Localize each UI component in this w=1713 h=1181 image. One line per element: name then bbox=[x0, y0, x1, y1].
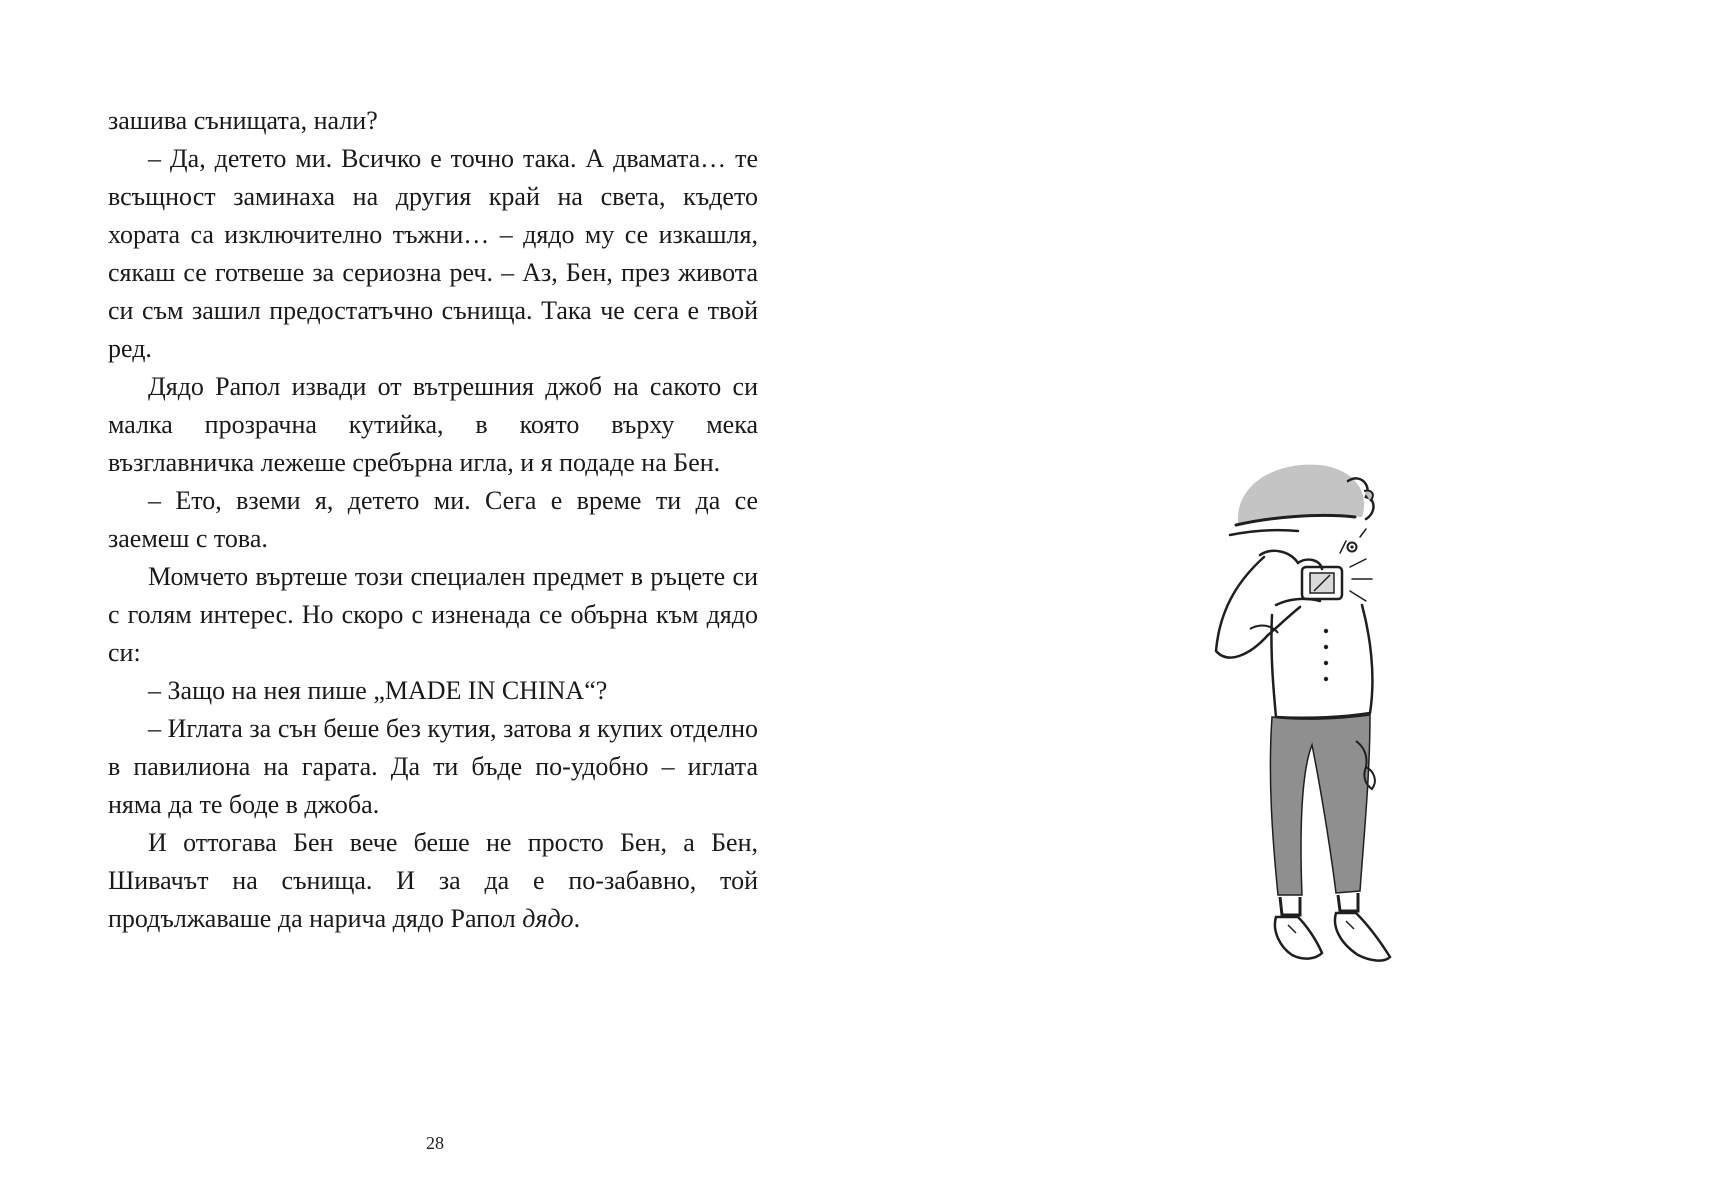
face-line bbox=[1230, 530, 1298, 535]
paragraph-8-text: И оттогава Бен вече беше не просто Бен, а Бен, Шивачът на сънища. И за да е по-забавно, той продължаваше да нарича дядо Рапол bbox=[108, 828, 758, 933]
paragraph-8 bbox=[108, 824, 758, 938]
paragraph-7: – Иглата за сън беше без кутия, затова я купих отделно в павилиона на гарата. Да ти бъде по-удобно – иглата няма да те боде в джоба. bbox=[108, 714, 758, 819]
sparkle-lines bbox=[1340, 529, 1372, 601]
shirt-button bbox=[1324, 629, 1328, 633]
shoe-right bbox=[1335, 913, 1390, 961]
page-number: 28 bbox=[426, 1133, 444, 1153]
shirt-button bbox=[1324, 645, 1328, 649]
shirt-button bbox=[1324, 677, 1328, 681]
sock-right bbox=[1338, 893, 1358, 911]
torso bbox=[1271, 605, 1372, 718]
paragraph-3: Дядо Рапол извади от вътрешния джоб на сакото си малка прозрачна кутийка, в която върху мека възглавничка лежеше сребърна игла, и я подаде на Бен. bbox=[108, 372, 758, 477]
paragraph-6: – Защо на нея пише „MADE IN CHINA“? bbox=[148, 676, 608, 705]
paragraph-4: – Ето, вземи я, детето ми. Сега е време ти да се заемеш с това. bbox=[108, 486, 758, 553]
trousers bbox=[1270, 715, 1370, 895]
paragraph-1: зашива сънищата, нали? bbox=[108, 106, 378, 135]
paragraph-2: – Да, детето ми. Всичко е точно така. А двамата… те всъщност заминаха на другия край на света, където хората са изключително тъжни… – дядо му се изкашля, сякаш се готвеше за сериозна реч. – Аз, Бен, през живота си съм зашил предостатъчно сънища. Така че сега е твой ред. bbox=[108, 144, 758, 363]
sock-left bbox=[1280, 897, 1300, 915]
boy-holding-box-illustration bbox=[1180, 455, 1410, 1025]
arm bbox=[1216, 557, 1300, 658]
paragraph-8-italic: дядо bbox=[522, 904, 574, 933]
shirt-button bbox=[1324, 661, 1328, 665]
eye-pupil bbox=[1350, 545, 1353, 548]
left-page-text bbox=[108, 102, 758, 938]
paragraph-8-end: . bbox=[573, 904, 581, 933]
paragraph-5: Момчето въртеше този специален предмет в ръцете си с голям интерес. Но скоро с изненада се обърна към дядо си: bbox=[108, 562, 758, 667]
cap-shape bbox=[1238, 465, 1364, 523]
shoe-left bbox=[1275, 917, 1322, 959]
shoe-laces bbox=[1288, 921, 1354, 933]
sleeve-cuff bbox=[1250, 626, 1278, 633]
